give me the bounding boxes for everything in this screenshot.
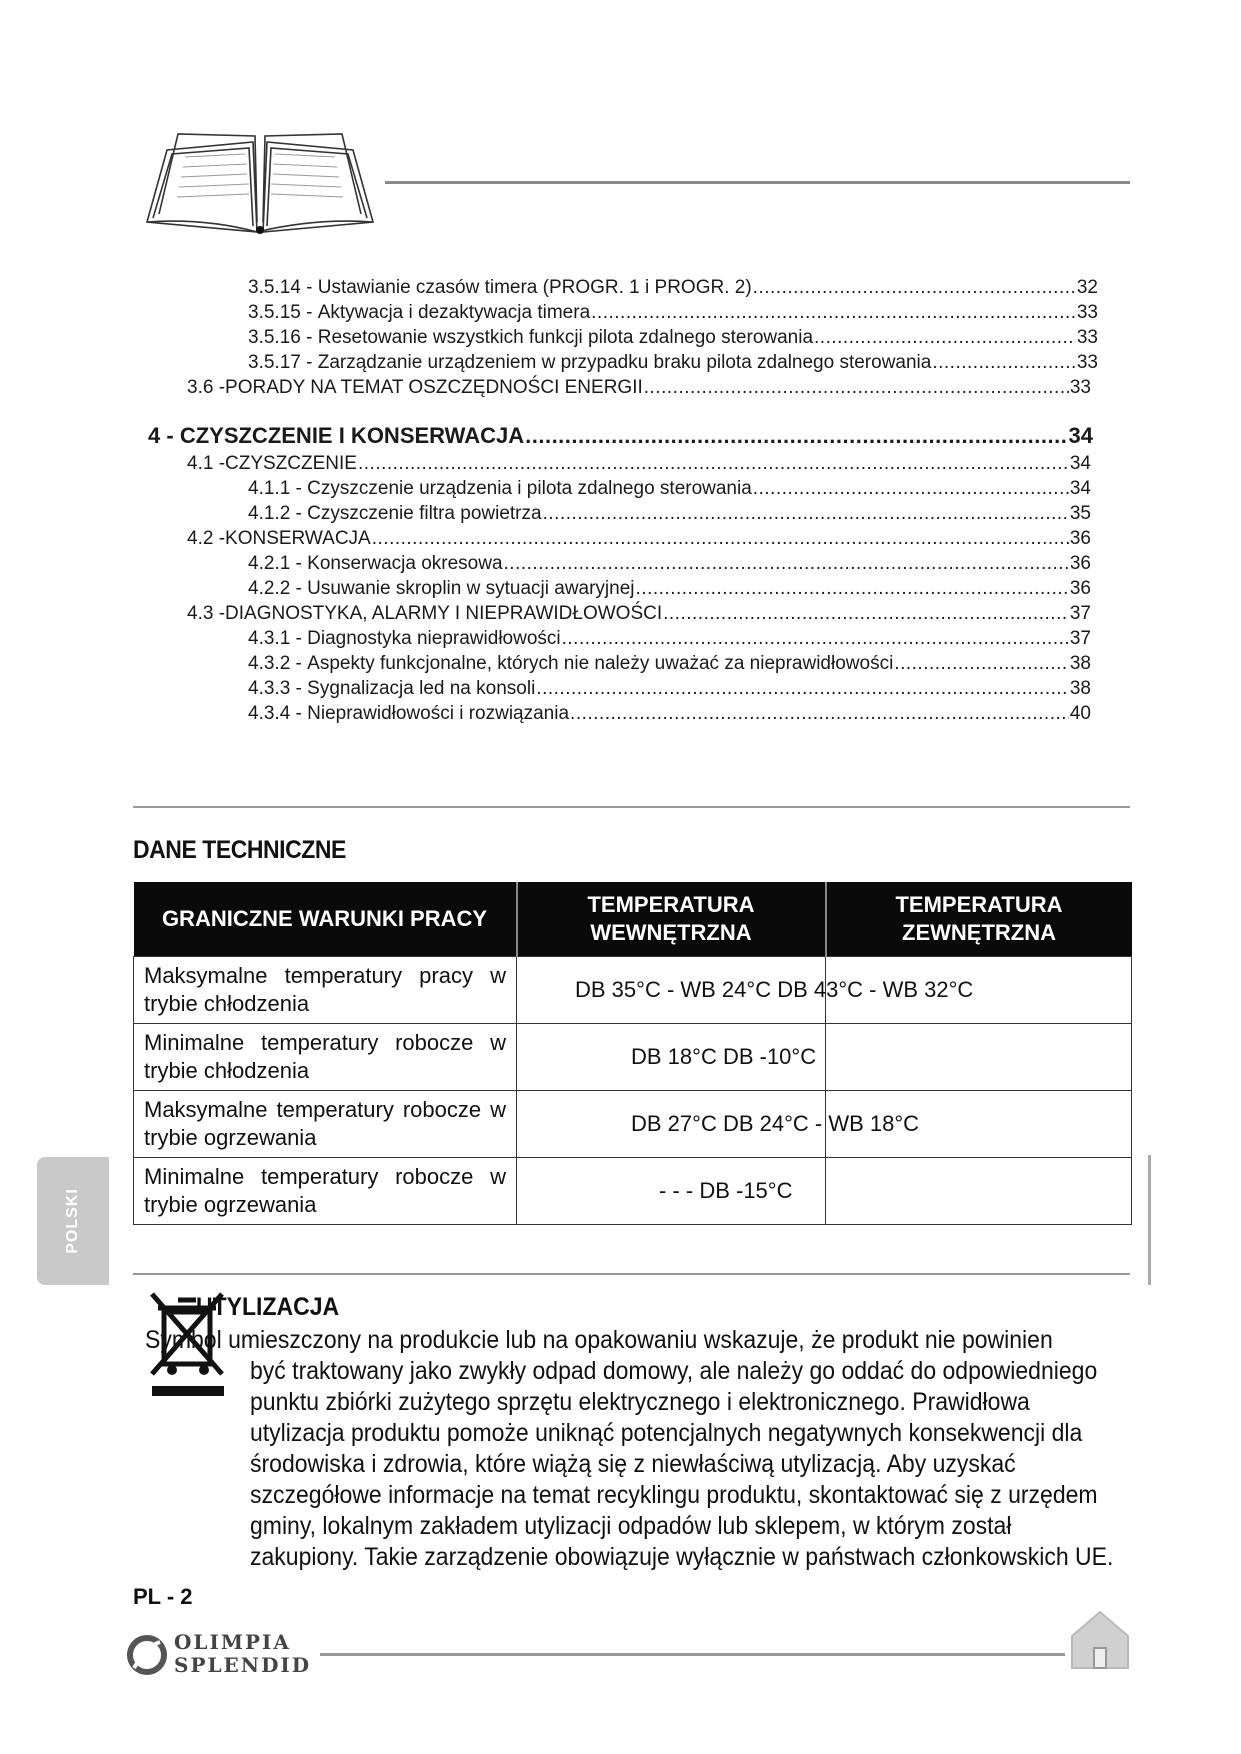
toc-number: 4.2 - <box>187 528 226 549</box>
table-row <box>134 1091 1132 1158</box>
logo-mark-icon <box>124 1632 170 1678</box>
table-header-row <box>134 882 1132 957</box>
toc-title: DIAGNOSTYKA, ALARMY I NIEPRAWIDŁOWOŚCI <box>225 603 663 624</box>
toc-entry[interactable] <box>248 477 1091 501</box>
page-number: PL - 2 <box>133 1584 193 1609</box>
toc-title: Ustawianie czasów timera (PROGR. 1 i PROGR. 2) <box>317 277 752 298</box>
toc-entry[interactable] <box>248 301 1098 325</box>
olimpia-splendid-logo <box>124 1626 319 1684</box>
toc-page: 33 <box>1076 302 1098 323</box>
tech-data-title: DANE TECHNICZNE <box>133 836 346 864</box>
table-row <box>134 1158 1132 1225</box>
temperature-value: DB 18°C DB -10°C <box>631 1044 817 1069</box>
toc-title: Usuwanie skroplin w sytuacji awaryjnej <box>307 578 635 599</box>
toc-entry[interactable] <box>187 452 1091 476</box>
footer-rule <box>320 1653 1065 1656</box>
value-cell <box>517 1091 920 1158</box>
toc-leader <box>562 627 1069 651</box>
column-header: TEMPERATURA WEWNĘTRZNA <box>517 882 826 957</box>
toc-number: 4 - <box>148 423 174 448</box>
toc-title: Resetowanie wszystkich funkcji pilota zdalnego sterowania <box>317 327 814 348</box>
toc-number: 4.3.1 - <box>248 628 302 649</box>
toc-entry[interactable] <box>248 552 1091 576</box>
toc-title: KONSERWACJA <box>225 528 371 549</box>
value-cell <box>517 1024 826 1091</box>
toc-leader <box>536 677 1069 701</box>
value-cell <box>826 1024 1132 1091</box>
toc-leader <box>591 301 1076 325</box>
toc-leader <box>753 477 1069 501</box>
language-tab-label: POLSKI <box>64 1188 81 1254</box>
toc-title: Czyszczenie urządzenia i pilota zdalnego sterowania <box>307 478 752 499</box>
toc-page: 32 <box>1076 277 1098 298</box>
toc-leader <box>663 602 1069 626</box>
toc-leader <box>814 326 1076 350</box>
toc-number: 3.6 - <box>187 377 226 398</box>
toc-entry[interactable] <box>248 326 1098 350</box>
toc-entry[interactable] <box>248 677 1091 701</box>
toc-entry[interactable] <box>248 351 1098 375</box>
condition-label: Maksymalne temperatury pracy w trybie chłodzenia <box>134 957 517 1024</box>
side-marker <box>1148 1155 1151 1285</box>
home-icon[interactable] <box>1068 1608 1132 1672</box>
toc-title: Diagnostyka nieprawidłowości <box>307 628 561 649</box>
logo-line1: OLIMPIA <box>174 1630 291 1654</box>
condition-label: Maksymalne temperatury robocze w trybie ogrzewania <box>134 1091 517 1158</box>
toc-page: 37 <box>1069 628 1091 649</box>
toc-number: 4.3.4 - <box>248 703 302 724</box>
toc-title: Czyszczenie filtra powietrza <box>307 503 542 524</box>
toc-leader <box>894 652 1069 676</box>
toc-leader <box>504 552 1069 576</box>
temperature-value: DB 35°C - WB 24°C DB 43°C - WB 32°C <box>575 977 974 1002</box>
condition-label: Minimalne temperatury robocze w trybie chłodzenia <box>134 1024 517 1091</box>
section-divider <box>133 1273 1130 1275</box>
toc-number: 4.3 - <box>187 603 226 624</box>
disposal-text: być traktowany jako zwykły odpad domowy, ale należy go oddać do odpowiedniego punktu zbiórki zużytego sprzętu elektrycznego i elektronicznego. Prawidłowa utylizacja produktu pomoże uniknąć potencjalnych negatywnych konsekwencji dla środowiska i zdrowia, które wiążą się z niewłaściwą utylizacją. Aby uzyskać szczegółowe informacje na temat recyklingu produktu, skontaktować się z urzędem gminy, lokalnym zakładem utylizacji odpadów lub sklepem, w którym został zakupiony. Takie zarządzenie obowiązuje wyłącznie w państwach członkowskich UE. <box>250 1357 1114 1571</box>
toc-number: 4.2.2 - <box>248 578 302 599</box>
toc-entry[interactable] <box>248 502 1091 526</box>
toc-entry[interactable] <box>248 652 1091 676</box>
toc-leader <box>636 577 1069 601</box>
table-row <box>134 1024 1132 1091</box>
value-cell <box>517 957 974 1024</box>
toc-title: CZYSZCZENIE <box>225 453 357 474</box>
condition-label: Minimalne temperatury robocze w trybie ogrzewania <box>134 1158 517 1225</box>
toc-title: Sygnalizacja led na konsoli <box>307 678 536 699</box>
disposal-title: UTYLIZACJA <box>196 1293 340 1321</box>
toc-title: CZYSZCZENIE I KONSERWACJA <box>179 423 525 448</box>
logo-line2: SPLENDID <box>174 1653 312 1677</box>
toc-number: 3.5.14 - <box>248 277 313 298</box>
toc-page: 40 <box>1069 703 1091 724</box>
toc-leader <box>570 702 1069 726</box>
toc-title: Konserwacja okresowa <box>307 553 503 574</box>
toc-entry[interactable] <box>248 702 1091 726</box>
toc-title: Zarządzanie urządzeniem w przypadku braku pilota zdalnego sterowania <box>317 352 932 373</box>
toc-leader <box>358 452 1069 476</box>
toc-leader <box>644 376 1069 400</box>
toc-page: 37 <box>1069 603 1091 624</box>
toc-number: 4.1 - <box>187 453 226 474</box>
toc-number: 3.5.16 - <box>248 327 313 348</box>
toc-page: 34 <box>1069 453 1091 474</box>
toc-page: 35 <box>1069 503 1091 524</box>
toc-entry[interactable] <box>248 577 1091 601</box>
toc-page: 36 <box>1069 553 1091 574</box>
toc-page: 38 <box>1069 653 1091 674</box>
toc-number: 4.3.2 - <box>248 653 302 674</box>
toc-chapter[interactable] <box>148 424 1093 448</box>
toc-entry[interactable] <box>187 376 1091 400</box>
toc-page: 36 <box>1069 528 1091 549</box>
toc-number: 4.1.2 - <box>248 503 302 524</box>
toc-page: 33 <box>1069 377 1091 398</box>
language-tab[interactable] <box>37 1157 109 1285</box>
disposal-lead: Symbol umieszczony na produkcie lub na opakowaniu wskazuje, że produkt nie powinien <box>145 1326 1053 1354</box>
toc-leader <box>543 502 1069 526</box>
book-icon <box>145 122 375 234</box>
toc-page: 34 <box>1068 423 1093 448</box>
toc-page: 36 <box>1069 578 1091 599</box>
toc-title: Aktywacja i dezaktywacja timera <box>317 302 591 323</box>
value-cell <box>826 1158 1132 1225</box>
toc-title: Aspekty funkcjonalne, których nie należy uważać za nieprawidłowości <box>307 653 894 674</box>
toc-page: 33 <box>1076 352 1098 373</box>
value-cell <box>517 1158 826 1225</box>
section-divider <box>133 806 1130 808</box>
temperature-value: - - - DB -15°C <box>659 1178 793 1203</box>
toc-title: Nieprawidłowości i rozwiązania <box>307 703 570 724</box>
toc-number: 3.5.17 - <box>248 352 313 373</box>
toc-leader <box>525 424 1067 448</box>
toc-number: 3.5.15 - <box>248 302 313 323</box>
column-header: TEMPERATURA ZEWNĘTRZNA <box>826 882 1132 957</box>
toc-number: 4.3.3 - <box>248 678 302 699</box>
tech-data-table <box>133 882 1132 1225</box>
temperature-value: DB 27°C DB 24°C - WB 18°C <box>631 1111 920 1136</box>
toc-page: 33 <box>1076 327 1098 348</box>
toc-leader <box>372 527 1069 551</box>
table-row <box>134 957 1132 1024</box>
toc-entry[interactable] <box>187 527 1091 551</box>
header-rule <box>385 181 1130 184</box>
toc-title: PORADY NA TEMAT OSZCZĘDNOŚCI ENERGII <box>225 377 643 398</box>
toc-leader <box>932 351 1076 375</box>
toc-number: 4.2.1 - <box>248 553 302 574</box>
toc-page: 34 <box>1069 478 1091 499</box>
toc-entry[interactable] <box>187 602 1091 626</box>
toc-entry[interactable] <box>248 276 1098 300</box>
toc-number: 4.1.1 - <box>248 478 302 499</box>
column-header: GRANICZNE WARUNKI PRACY <box>134 882 517 957</box>
toc-leader <box>753 276 1076 300</box>
toc-entry[interactable] <box>248 627 1091 651</box>
toc-page: 38 <box>1069 678 1091 699</box>
